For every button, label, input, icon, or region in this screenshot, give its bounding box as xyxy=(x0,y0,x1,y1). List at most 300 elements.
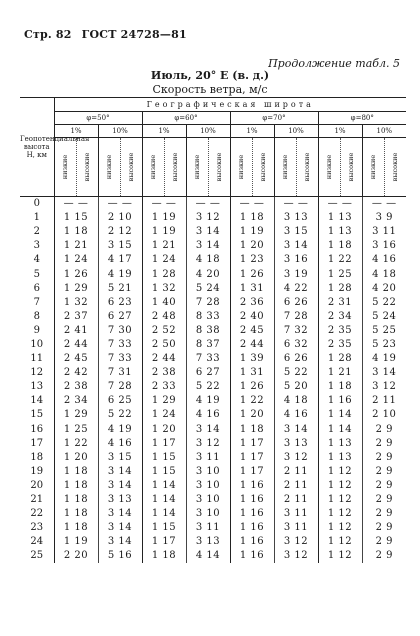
wind-speed-cell: 1 20 xyxy=(230,239,274,253)
wind-speed-cell: 1 12 xyxy=(318,493,362,507)
table-row xyxy=(20,423,406,437)
wind-speed-cell: 7 28 xyxy=(274,310,318,324)
table-row xyxy=(20,366,406,380)
low-label xyxy=(230,138,252,197)
wind-speed-cell: 2 9 xyxy=(362,451,406,465)
high-label xyxy=(252,138,274,197)
percent-header: 1% xyxy=(142,125,186,138)
wind-speed-cell: 2 36 xyxy=(230,296,274,310)
wind-speed-cell: 2 20 xyxy=(54,549,98,563)
wind-speed-cell: 3 11 xyxy=(186,521,230,535)
wind-speed-cell: 2 45 xyxy=(54,352,98,366)
wind-speed-cell: 3 15 xyxy=(98,451,142,465)
high-label xyxy=(208,138,230,197)
wind-speed-cell: 1 19 xyxy=(142,211,186,225)
table-row xyxy=(20,197,406,212)
sub-label-text: высокие xyxy=(171,152,179,182)
percent-header: 1% xyxy=(318,125,362,138)
wind-speed-cell: 3 14 xyxy=(186,423,230,437)
wind-speed-cell: 7 33 xyxy=(98,352,142,366)
wind-speed-cell: 4 19 xyxy=(98,423,142,437)
wind-speed-cell: 3 15 xyxy=(98,239,142,253)
height-value: 17 xyxy=(30,437,44,449)
height-value: 19 xyxy=(30,465,44,477)
wind-speed-cell: 1 19 xyxy=(142,225,186,239)
wind-speed-cell: 1 22 xyxy=(318,253,362,267)
wind-speed-cell: 8 33 xyxy=(186,310,230,324)
wind-speed-cell: 4 20 xyxy=(362,282,406,296)
wind-speed-cell: 3 13 xyxy=(186,535,230,549)
wind-speed-cell: 1 22 xyxy=(54,437,98,451)
height-value: 8 xyxy=(33,310,40,322)
wind-speed-cell: 3 14 xyxy=(274,239,318,253)
wind-speed-cell: 1 12 xyxy=(318,479,362,493)
wind-speed-cell: 7 31 xyxy=(98,366,142,380)
sub-label-text: низкие xyxy=(281,154,289,180)
wind-speed-cell: 5 23 xyxy=(362,338,406,352)
table-row xyxy=(20,211,406,225)
wind-speed-cell: 1 14 xyxy=(318,408,362,422)
height-value: 11 xyxy=(30,353,44,365)
wind-speed-cell: 2 33 xyxy=(142,380,186,394)
wind-speed-cell: 2 9 xyxy=(362,535,406,549)
wind-speed-cell: 2 9 xyxy=(362,521,406,535)
table-row xyxy=(20,324,406,338)
wind-speed-cell: 1 25 xyxy=(54,423,98,437)
table-row xyxy=(20,352,406,366)
wind-speed-cell: 4 19 xyxy=(98,267,142,281)
table-row xyxy=(20,479,406,493)
wind-speed-cell: 1 15 xyxy=(142,451,186,465)
wind-speed-cell: — — xyxy=(98,197,142,212)
wind-speed-cell: 4 19 xyxy=(362,352,406,366)
standard-number: ГОСТ 24728—81 xyxy=(81,28,187,41)
table-row xyxy=(20,451,406,465)
wind-speed-cell: 2 11 xyxy=(362,394,406,408)
wind-speed-cell: 1 17 xyxy=(142,437,186,451)
wind-speed-cell: 1 13 xyxy=(318,225,362,239)
sub-label-text: высокие xyxy=(259,152,267,182)
high-label xyxy=(76,138,98,197)
wind-speed-cell: 1 20 xyxy=(142,423,186,437)
wind-speed-cell: 3 12 xyxy=(186,437,230,451)
wind-speed-cell: 2 45 xyxy=(230,324,274,338)
wind-speed-cell: 2 9 xyxy=(362,507,406,521)
wind-speed-cell: 1 12 xyxy=(318,507,362,521)
low-label xyxy=(274,138,296,197)
wind-speed-cell: 6 23 xyxy=(98,296,142,310)
wind-speed-cell: 5 21 xyxy=(98,282,142,296)
wind-speed-cell: 1 28 xyxy=(318,352,362,366)
wind-speed-cell: 2 9 xyxy=(362,437,406,451)
height-value: 25 xyxy=(30,550,44,562)
wind-speed-cell: 4 17 xyxy=(98,253,142,267)
wind-speed-cell: 2 37 xyxy=(54,310,98,324)
wind-speed-cell: 3 12 xyxy=(274,549,318,563)
wind-speed-cell: 1 12 xyxy=(318,549,362,563)
wind-speed-cell: 1 25 xyxy=(318,267,362,281)
page-number: Стр. 82 xyxy=(24,28,72,41)
table-row xyxy=(20,310,406,324)
wind-speed-cell: 1 15 xyxy=(54,211,98,225)
wind-speed-cell: 7 32 xyxy=(274,324,318,338)
sub-label-text: высокие xyxy=(215,152,223,182)
wind-speed-cell: 2 35 xyxy=(318,324,362,338)
height-value: 23 xyxy=(30,522,44,534)
sub-label-text: высокие xyxy=(83,152,91,182)
table-subtitle-units: Скорость ветра, м/с xyxy=(152,83,268,96)
wind-speed-cell: 3 14 xyxy=(362,366,406,380)
wind-speed-cell: 1 16 xyxy=(230,493,274,507)
wind-speed-cell: 2 40 xyxy=(230,310,274,324)
wind-speed-cell: 1 21 xyxy=(54,239,98,253)
wind-speed-cell: 3 10 xyxy=(186,465,230,479)
wind-speed-cell: 1 18 xyxy=(54,479,98,493)
latitude-header: φ=70° xyxy=(230,112,318,125)
table-row xyxy=(20,296,406,310)
wind-speed-cell: 1 17 xyxy=(230,437,274,451)
wind-speed-cell: 2 10 xyxy=(362,408,406,422)
wind-speed-cell: 1 19 xyxy=(230,225,274,239)
height-value: 2 xyxy=(33,226,40,238)
sub-label-text: низкие xyxy=(193,154,201,180)
wind-speed-cell: — — xyxy=(230,197,274,212)
sub-label-text: низкие xyxy=(149,154,157,180)
wind-speed-cell: 3 14 xyxy=(98,507,142,521)
wind-speed-cell: 8 38 xyxy=(186,324,230,338)
sub-label-text: высокие xyxy=(127,152,135,182)
wind-speed-cell: 4 16 xyxy=(362,253,406,267)
wind-speed-cell: 1 16 xyxy=(318,394,362,408)
wind-speed-cell: 1 19 xyxy=(54,535,98,549)
sub-label-text: высокие xyxy=(347,152,355,182)
wind-speed-cell: 3 11 xyxy=(186,451,230,465)
wind-speed-cell: 4 18 xyxy=(186,253,230,267)
wind-speed-cell: 2 42 xyxy=(54,366,98,380)
wind-speed-cell: 1 15 xyxy=(142,521,186,535)
wind-speed-cell: 4 16 xyxy=(186,408,230,422)
height-value: 0 xyxy=(33,198,40,210)
wind-speed-cell: 1 29 xyxy=(54,282,98,296)
wind-speed-cell: 1 13 xyxy=(318,437,362,451)
wind-speed-cell: 7 33 xyxy=(186,352,230,366)
wind-speed-cell: 2 44 xyxy=(230,338,274,352)
wind-speed-cell: 4 19 xyxy=(186,394,230,408)
high-label xyxy=(120,138,142,197)
wind-speed-cell: 4 16 xyxy=(274,408,318,422)
high-label xyxy=(296,138,318,197)
wind-speed-cell: 2 50 xyxy=(142,338,186,352)
wind-speed-cell: 2 44 xyxy=(54,338,98,352)
table-row xyxy=(20,437,406,451)
table-row xyxy=(20,253,406,267)
high-label xyxy=(164,138,186,197)
wind-speed-cell: 1 16 xyxy=(230,507,274,521)
wind-speed-cell: 3 9 xyxy=(362,211,406,225)
height-value: 3 xyxy=(33,240,40,252)
wind-speed-cell: 1 18 xyxy=(54,225,98,239)
height-value: 21 xyxy=(30,494,44,506)
wind-speed-cell: 1 13 xyxy=(318,451,362,465)
wind-speed-cell: 1 29 xyxy=(54,408,98,422)
wind-speed-cell: 3 14 xyxy=(274,423,318,437)
wind-speed-cell: 3 14 xyxy=(98,479,142,493)
wind-speed-cell: 3 11 xyxy=(362,225,406,239)
wind-speed-cell: 1 39 xyxy=(230,352,274,366)
wind-speed-cell: 3 10 xyxy=(186,507,230,521)
wind-speed-cell: 2 9 xyxy=(362,549,406,563)
wind-speed-cell: 3 12 xyxy=(274,535,318,549)
low-label xyxy=(318,138,340,197)
wind-speed-cell: 1 14 xyxy=(142,507,186,521)
wind-speed-cell: 1 24 xyxy=(142,408,186,422)
wind-speed-cell: 2 11 xyxy=(274,493,318,507)
latitude-header: φ=80° xyxy=(318,112,406,125)
height-value: 22 xyxy=(30,508,44,520)
wind-speed-cell: 5 22 xyxy=(362,296,406,310)
wind-speed-cell: 2 44 xyxy=(142,352,186,366)
wind-speed-cell: — — xyxy=(54,197,98,212)
low-label xyxy=(142,138,164,197)
wind-speed-cell: 2 11 xyxy=(274,465,318,479)
page-header xyxy=(24,28,193,41)
wind-speed-cell: 1 17 xyxy=(142,535,186,549)
wind-speed-cell: 1 21 xyxy=(318,366,362,380)
height-value: 14 xyxy=(30,395,44,407)
wind-speed-cell: 5 20 xyxy=(274,380,318,394)
wind-speed-cell: 3 14 xyxy=(98,521,142,535)
low-label xyxy=(54,138,76,197)
wind-speed-cell: 2 38 xyxy=(54,380,98,394)
table-row xyxy=(20,225,406,239)
wind-speed-cell: 1 18 xyxy=(318,380,362,394)
table-row xyxy=(20,493,406,507)
wind-speed-cell: 1 16 xyxy=(230,521,274,535)
wind-speed-cell: 6 27 xyxy=(186,366,230,380)
wind-speed-cell: 1 24 xyxy=(54,253,98,267)
wind-speed-cell: 2 35 xyxy=(318,338,362,352)
sub-label-text: низкие xyxy=(325,154,333,180)
wind-speed-cell: 2 9 xyxy=(362,479,406,493)
wind-speed-cell: 1 12 xyxy=(318,465,362,479)
percent-header: 10% xyxy=(274,125,318,138)
wind-speed-cell: 4 20 xyxy=(186,267,230,281)
wind-speed-cell: 1 40 xyxy=(142,296,186,310)
wind-speed-cell: 7 28 xyxy=(98,380,142,394)
percent-header: 1% xyxy=(230,125,274,138)
wind-speed-cell: 3 12 xyxy=(362,380,406,394)
wind-speed-cell: 1 21 xyxy=(142,239,186,253)
table-row xyxy=(20,338,406,352)
wind-speed-cell: 5 16 xyxy=(98,549,142,563)
wind-speed-cell: 1 16 xyxy=(230,535,274,549)
wind-speed-cell: 5 24 xyxy=(186,282,230,296)
percent-header: 10% xyxy=(98,125,142,138)
percent-header: 10% xyxy=(362,125,406,138)
table-row xyxy=(20,507,406,521)
wind-speed-table xyxy=(20,97,406,563)
wind-speed-cell: 7 28 xyxy=(186,296,230,310)
wind-speed-cell: 3 16 xyxy=(362,239,406,253)
wind-speed-cell: 3 14 xyxy=(186,225,230,239)
geographic-latitude-header: Географическая широта xyxy=(54,98,406,112)
wind-speed-cell: 1 16 xyxy=(230,479,274,493)
percent-header: 10% xyxy=(186,125,230,138)
wind-speed-cell: — — xyxy=(186,197,230,212)
table-row xyxy=(20,535,406,549)
high-label xyxy=(340,138,362,197)
wind-speed-cell: 2 34 xyxy=(54,394,98,408)
wind-speed-cell: 1 22 xyxy=(230,394,274,408)
wind-speed-cell: 4 16 xyxy=(98,437,142,451)
wind-speed-cell: 6 32 xyxy=(274,338,318,352)
wind-speed-cell: 2 10 xyxy=(98,211,142,225)
wind-speed-cell: 1 20 xyxy=(54,451,98,465)
wind-speed-cell: 6 26 xyxy=(274,352,318,366)
low-label xyxy=(186,138,208,197)
table-continuation-label: Продолжение табл. 5 xyxy=(268,57,400,70)
height-value: 6 xyxy=(33,282,40,294)
table-subtitle: Июль, 20° E (в. д.) xyxy=(150,69,270,82)
sub-label-text: низкие xyxy=(105,154,113,180)
wind-speed-cell: 2 11 xyxy=(274,479,318,493)
wind-speed-cell: 1 31 xyxy=(230,366,274,380)
wind-speed-cell: — — xyxy=(274,197,318,212)
wind-speed-cell: 4 14 xyxy=(186,549,230,563)
wind-speed-cell: 2 9 xyxy=(362,465,406,479)
wind-speed-cell: 3 14 xyxy=(98,465,142,479)
sub-label-text: высокие xyxy=(303,152,311,182)
table-row xyxy=(20,282,406,296)
low-label xyxy=(362,138,384,197)
wind-speed-cell: 1 17 xyxy=(230,451,274,465)
wind-speed-cell: 2 34 xyxy=(318,310,362,324)
table-row xyxy=(20,465,406,479)
wind-speed-cell: 7 33 xyxy=(98,338,142,352)
wind-speed-cell: 2 9 xyxy=(362,493,406,507)
table-row xyxy=(20,521,406,535)
wind-speed-cell: 3 16 xyxy=(274,253,318,267)
wind-speed-cell: 1 14 xyxy=(142,479,186,493)
height-value: 10 xyxy=(30,338,44,350)
wind-speed-cell: 3 13 xyxy=(274,437,318,451)
wind-speed-cell: 6 27 xyxy=(98,310,142,324)
wind-speed-cell: — — xyxy=(362,197,406,212)
wind-speed-cell: 3 19 xyxy=(274,267,318,281)
wind-speed-cell: 1 14 xyxy=(318,423,362,437)
height-value: 7 xyxy=(33,296,40,308)
wind-speed-cell: 1 24 xyxy=(142,253,186,267)
wind-speed-cell: 1 28 xyxy=(142,267,186,281)
wind-speed-cell: — — xyxy=(318,197,362,212)
wind-speed-cell: 3 14 xyxy=(186,239,230,253)
wind-speed-cell: 1 28 xyxy=(318,282,362,296)
wind-speed-cell: 1 16 xyxy=(230,549,274,563)
wind-speed-cell: 8 37 xyxy=(186,338,230,352)
wind-speed-cell: 1 18 xyxy=(54,465,98,479)
wind-speed-cell: 1 26 xyxy=(230,267,274,281)
height-value: 12 xyxy=(30,367,44,379)
wind-speed-cell: 5 22 xyxy=(274,366,318,380)
wind-speed-cell: 1 14 xyxy=(142,493,186,507)
height-value: 24 xyxy=(30,536,44,548)
wind-speed-cell: 1 18 xyxy=(142,549,186,563)
wind-speed-cell: 1 23 xyxy=(230,253,274,267)
table-row xyxy=(20,549,406,563)
wind-speed-cell: 1 13 xyxy=(318,211,362,225)
high-label xyxy=(384,138,406,197)
height-value: 4 xyxy=(33,254,40,266)
wind-speed-cell: 5 25 xyxy=(362,324,406,338)
geopotential-height-header: Геопотенциальная высота H, км xyxy=(20,98,54,197)
wind-speed-cell: 1 20 xyxy=(230,408,274,422)
sub-label-text: высокие xyxy=(391,152,400,182)
wind-speed-cell: 1 32 xyxy=(142,282,186,296)
wind-speed-cell: 1 29 xyxy=(142,394,186,408)
table-row xyxy=(20,380,406,394)
latitude-header: φ=60° xyxy=(142,112,230,125)
wind-speed-cell: 2 31 xyxy=(318,296,362,310)
wind-speed-cell: 3 13 xyxy=(274,211,318,225)
wind-speed-cell: 1 18 xyxy=(54,493,98,507)
wind-speed-cell: 2 52 xyxy=(142,324,186,338)
height-value: 1 xyxy=(33,212,40,224)
table-row xyxy=(20,267,406,281)
wind-speed-cell: 2 48 xyxy=(142,310,186,324)
wind-speed-cell: 3 10 xyxy=(186,479,230,493)
height-value: 5 xyxy=(33,268,40,280)
wind-speed-cell: 3 12 xyxy=(186,211,230,225)
height-value: 20 xyxy=(30,479,44,491)
wind-speed-cell: 1 18 xyxy=(318,239,362,253)
wind-speed-cell: 2 41 xyxy=(54,324,98,338)
sub-label-text: низкие xyxy=(61,154,69,180)
wind-speed-cell: 6 25 xyxy=(98,394,142,408)
wind-speed-cell: 1 18 xyxy=(54,507,98,521)
wind-speed-cell: 1 15 xyxy=(142,465,186,479)
wind-speed-cell: 1 26 xyxy=(230,380,274,394)
wind-speed-cell: 3 11 xyxy=(274,521,318,535)
wind-speed-cell: 1 17 xyxy=(230,465,274,479)
sub-label-text: низкие xyxy=(237,154,245,180)
wind-speed-cell: 4 18 xyxy=(274,394,318,408)
wind-speed-cell: — — xyxy=(142,197,186,212)
wind-speed-cell: 6 26 xyxy=(274,296,318,310)
height-value: 9 xyxy=(33,324,40,336)
wind-speed-cell: 3 14 xyxy=(98,535,142,549)
wind-speed-cell: 1 26 xyxy=(54,267,98,281)
wind-speed-cell: 4 22 xyxy=(274,282,318,296)
height-value: 16 xyxy=(30,423,44,435)
table-row xyxy=(20,239,406,253)
percent-header: 1% xyxy=(54,125,98,138)
table-row xyxy=(20,408,406,422)
wind-speed-cell: 3 12 xyxy=(274,451,318,465)
wind-speed-cell: 1 18 xyxy=(230,423,274,437)
height-value: 13 xyxy=(30,381,44,393)
wind-speed-cell: 2 9 xyxy=(362,423,406,437)
wind-speed-cell: 1 31 xyxy=(230,282,274,296)
wind-speed-cell: 1 32 xyxy=(54,296,98,310)
wind-speed-cell: 1 18 xyxy=(54,521,98,535)
wind-speed-cell: 1 12 xyxy=(318,535,362,549)
height-value: 15 xyxy=(30,409,44,421)
wind-speed-cell: 2 12 xyxy=(98,225,142,239)
wind-speed-cell: 4 18 xyxy=(362,267,406,281)
wind-speed-cell: 3 11 xyxy=(274,507,318,521)
wind-speed-cell: 5 22 xyxy=(186,380,230,394)
wind-speed-cell: 3 13 xyxy=(98,493,142,507)
